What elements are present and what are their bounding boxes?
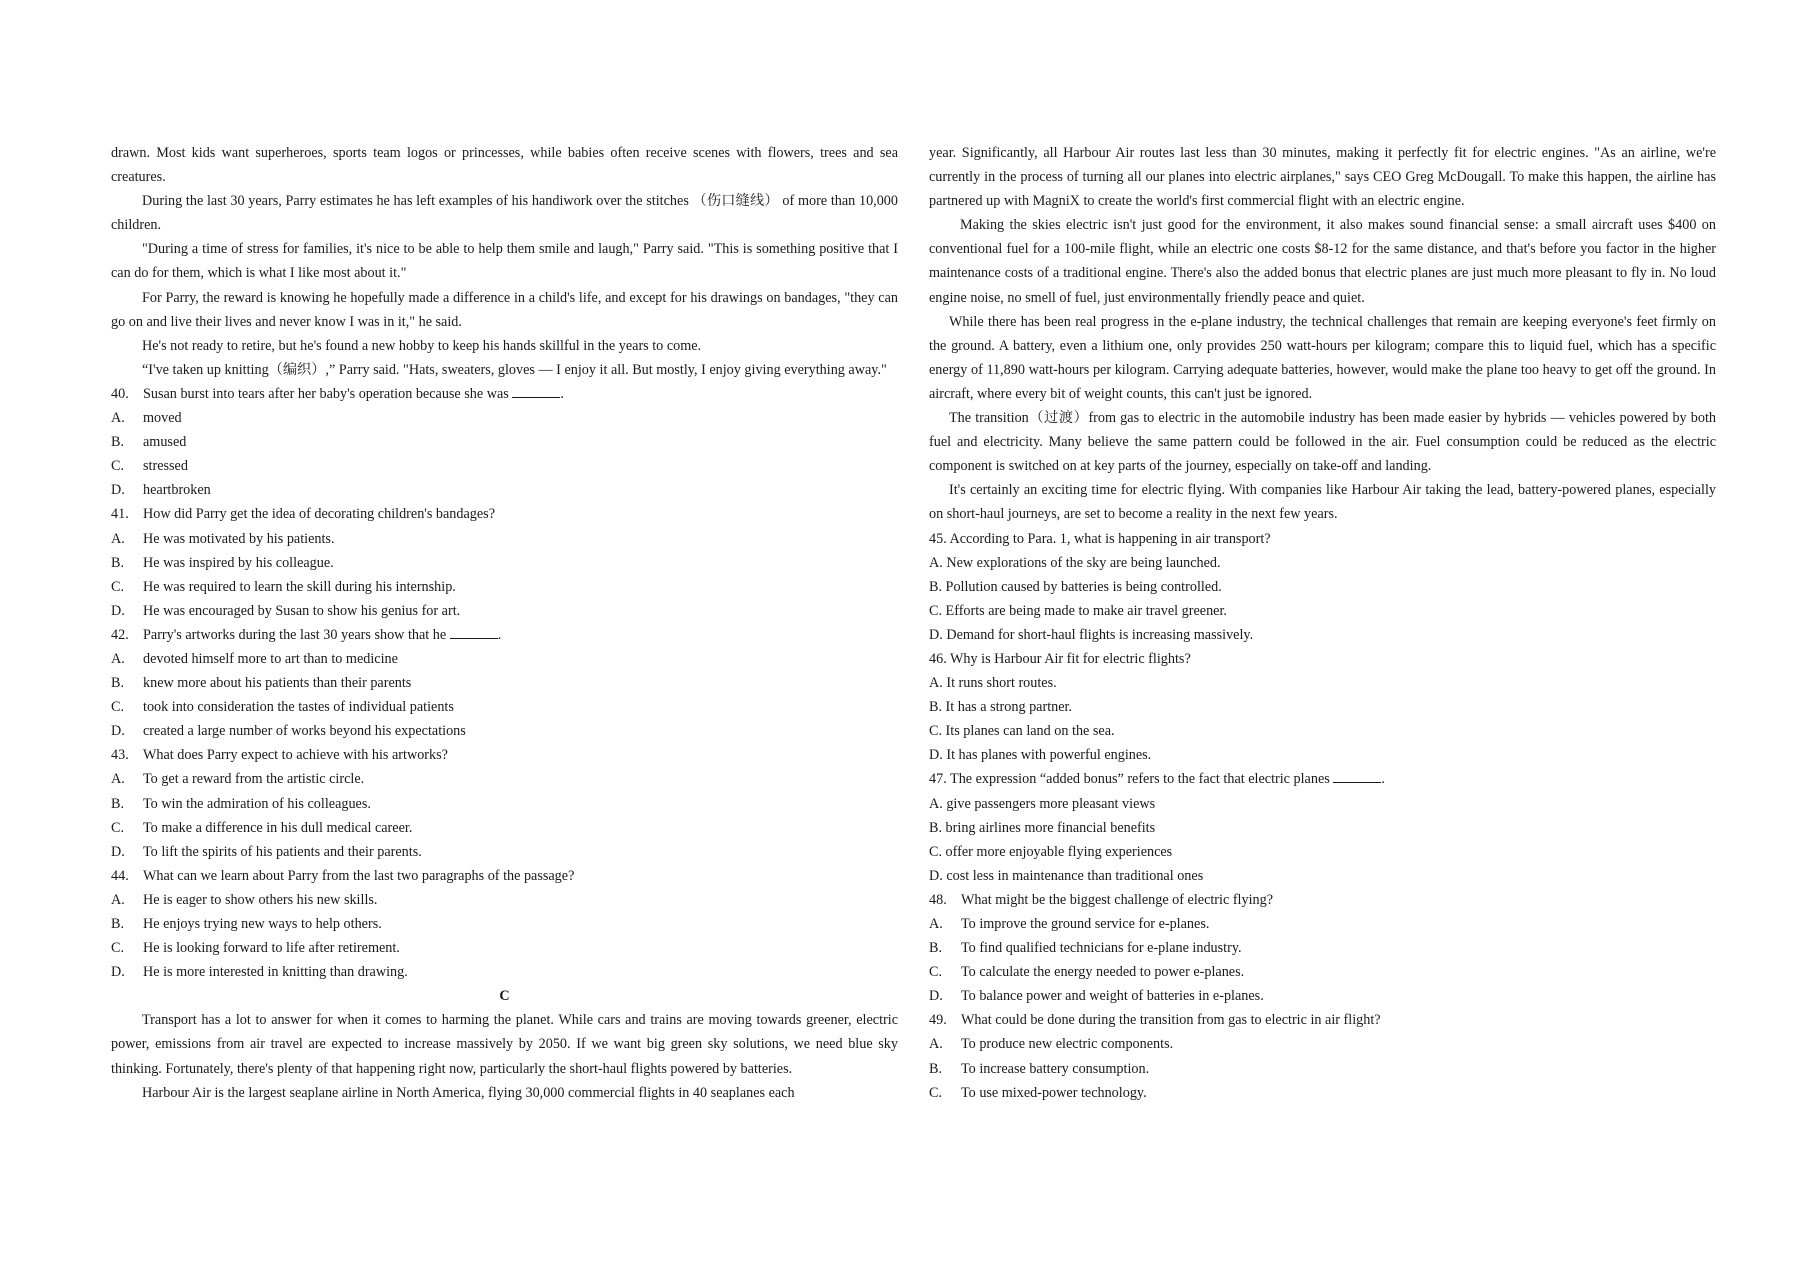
option: C. He is looking forward to life after retirement. bbox=[111, 940, 400, 957]
option: C. Efforts are being made to make air travel greener. bbox=[929, 602, 1227, 619]
right-column bbox=[929, 141, 1716, 1105]
section-heading: C bbox=[499, 988, 510, 1005]
passage-b-para: He's not ready to retire, but he's found a new hobby to keep his hands skillful in the years to come. bbox=[142, 337, 702, 354]
option: D. heartbroken bbox=[111, 482, 211, 499]
option: B. He was inspired by his colleague. bbox=[111, 554, 334, 571]
question-stem: 46. Why is Harbour Air fit for electric flights? bbox=[929, 650, 1191, 667]
passage-c-para: The transition（过渡）from gas to electric in the automobile industry has been made easier by hybrids — vehicles powered by both fuel and electricity. Many believe the same pattern could be followed in the air. Fuel consumption could be reduced as the electric component is switched on at key parts of the journey, especially on take-off and landing. bbox=[929, 410, 1716, 475]
option: A. To produce new electric components. bbox=[929, 1036, 1174, 1053]
question-49 bbox=[929, 1008, 1716, 1104]
option: A. To get a reward from the artistic circle. bbox=[111, 771, 365, 788]
question-number: 49. bbox=[929, 1012, 947, 1029]
question-number: 42. bbox=[111, 626, 129, 643]
passage-b-para: During the last 30 years, Parry estimates he has left examples of his handiwork over the stitches （伤口缝线） of more than 10,000 children. bbox=[111, 193, 898, 234]
question-number: 44. bbox=[111, 867, 129, 884]
passage-c-para: Harbour Air is the largest seaplane airline in North America, flying 30,000 commercial flights in 40 seaplanes each bbox=[142, 1084, 795, 1101]
question-44 bbox=[111, 864, 898, 984]
question-stem: What could be done during the transition from gas to electric in air flight? bbox=[961, 1012, 1381, 1029]
answer-blank bbox=[512, 382, 560, 398]
question-stem: 47. The expression “added bonus” refers to the fact that electric planes bbox=[929, 771, 1330, 788]
option: B. bring airlines more financial benefits bbox=[929, 819, 1156, 836]
option: C. stressed bbox=[111, 458, 188, 475]
option: B. knew more about his patients than their parents bbox=[111, 675, 412, 692]
option: A. To improve the ground service for e-planes. bbox=[929, 916, 1210, 932]
passage-b-para: “I've taken up knitting（编织）,” Parry said. "Hats, sweaters, gloves — I enjoy it all. But mostly, I enjoy giving everything away." bbox=[142, 361, 887, 378]
option: C. To use mixed-power technology. bbox=[929, 1084, 1147, 1101]
answer-blank bbox=[1333, 767, 1381, 783]
option: B. It has a strong partner. bbox=[929, 699, 1073, 716]
question-45 bbox=[929, 527, 1716, 647]
option: D. He is more interested in knitting than drawing. bbox=[111, 964, 408, 981]
passage-c-para: Transport has a lot to answer for when it comes to harming the planet. While cars and trains are moving towards greener, electric power, emissions from air travel are expected to increase massively by 2050. If we want big green sky solutions, we need blue sky thinking. Fortunately, there's plenty of that happening right now, particularly the short-haul flights powered by batteries. bbox=[111, 1012, 898, 1077]
question-47: 47. The expression “added bonus” refers to the fact that electric planes . A. give passengers more pleasant views B. bring airlines more financial benefits C. offer more enjoyable flying experiences D. cost less in maintenance than traditional ones bbox=[929, 767, 1716, 887]
option: D. Demand for short-haul flights is increasing massively. bbox=[929, 626, 1254, 643]
passage-c-para: It's certainly an exciting time for electric flying. With companies like Harbour Air taking the lead, battery-powered planes, especially on short-haul journeys, are set to become a reality in the next few years. bbox=[929, 482, 1716, 523]
passage-b-para: drawn. Most kids want superheroes, sports team logos or princesses, while babies often receive scenes with flowers, trees and sea creatures. bbox=[111, 145, 898, 186]
option: D. To lift the spirits of his patients and their parents. bbox=[111, 843, 422, 860]
question-stem: Parry's artworks during the last 30 years show that he bbox=[143, 626, 447, 643]
option: D. To balance power and weight of batteries in e-planes. bbox=[929, 988, 1264, 1005]
question-stem: 45. According to Para. 1, what is happening in air transport? bbox=[929, 530, 1271, 547]
option: A. moved bbox=[111, 410, 182, 427]
option: A. devoted himself more to art than to medicine bbox=[111, 650, 398, 667]
question-stem: What can we learn about Parry from the last two paragraphs of the passage? bbox=[143, 867, 575, 884]
answer-blank bbox=[450, 623, 498, 639]
option: B. To win the admiration of his colleagues. bbox=[111, 795, 371, 812]
question-stem: How did Parry get the idea of decorating children's bandages? bbox=[143, 506, 495, 523]
question-number: 41. bbox=[111, 506, 129, 523]
option: A. He is eager to show others his new skills. bbox=[111, 891, 378, 908]
option: A. It runs short routes. bbox=[929, 675, 1057, 692]
passage-b-para: "During a time of stress for families, it's nice to be able to help them smile and laugh," Parry said. "This is something positive that I can do for them, which is what I like most about it." bbox=[111, 241, 898, 282]
option: B. Pollution caused by batteries is being controlled. bbox=[929, 578, 1222, 595]
question-41 bbox=[111, 502, 898, 622]
option: C. To make a difference in his dull medical career. bbox=[111, 819, 413, 836]
question-40: 40. Susan burst into tears after her baby's operation because she was . A. moved B. amused C. stressed D. heartbroken bbox=[111, 382, 898, 502]
option: D. It has planes with powerful engines. bbox=[929, 747, 1152, 764]
passage-c-para: Making the skies electric isn't just good for the environment, it also makes sound financial sense: a small aircraft uses $400 on conventional fuel for a 100-mile flight, while an electric one costs $8-12 for the same distance, and that's before you factor in the higher maintenance costs of a traditional engine. There's also the added bonus that electric planes are just much more pleasant to fly in. No loud engine noise, no smell of fuel, just environmentally friendly peace and quiet. bbox=[929, 217, 1716, 306]
left-column bbox=[111, 141, 898, 1105]
option: B. To increase battery consumption. bbox=[929, 1060, 1150, 1077]
option: C. took into consideration the tastes of individual patients bbox=[111, 699, 454, 716]
question-stem: What might be the biggest challenge of electric flying? bbox=[961, 891, 1274, 908]
option: C. offer more enjoyable flying experiences bbox=[929, 843, 1173, 860]
option: C. Its planes can land on the sea. bbox=[929, 723, 1115, 740]
question-43 bbox=[111, 743, 898, 863]
option: D. cost less in maintenance than traditional ones bbox=[929, 867, 1204, 884]
option: B. amused bbox=[111, 434, 187, 451]
passage-b-para: For Parry, the reward is knowing he hopefully made a difference in a child's life, and except for his drawings on bandages, "they can go on and live their lives and never know I was in it," he said. bbox=[111, 289, 898, 330]
option: A. give passengers more pleasant views bbox=[929, 795, 1156, 812]
option: B. He enjoys trying new ways to help others. bbox=[111, 916, 382, 932]
question-number: 48. bbox=[929, 891, 947, 908]
option: D. created a large number of works beyond his expectations bbox=[111, 723, 466, 740]
passage-c-para: year. Significantly, all Harbour Air routes last less than 30 minutes, making it perfectly fit for electric engines. "As an airline, we're currently in the process of turning all our planes into electric airplanes," says CEO Greg McDougall. To make this happen, the airline has partnered up with MagniX to create the world's first commercial flight with an electric engine. bbox=[929, 145, 1716, 210]
question-number: 40. bbox=[111, 385, 129, 402]
question-42: 42. Parry's artworks during the last 30 years show that he . A. devoted himself more to art than to medicine B. knew more about his patients than their parents C. took into consideration the tastes of individual patients D. created a large number of works beyond his expectations bbox=[111, 623, 898, 743]
option: A. New explorations of the sky are being launched. bbox=[929, 554, 1221, 571]
option: B. To find qualified technicians for e-plane industry. bbox=[929, 940, 1242, 957]
option: A. He was motivated by his patients. bbox=[111, 530, 335, 547]
passage-c-para: While there has been real progress in the e-plane industry, the technical challenges that remain are keeping everyone's feet firmly on the ground. A battery, even a lithium one, only provides 250 watt-hours per kilogram; compare this to liquid fuel, which has a specific energy of 11,890 watt-hours per kilogram. Carrying adequate batteries, however, would make the plane too heavy to get off the ground. In aircraft, where every bit of weight counts, this can't just be ignored. bbox=[929, 313, 1716, 402]
question-48 bbox=[929, 888, 1716, 1008]
option: D. He was encouraged by Susan to show his genius for art. bbox=[111, 602, 461, 619]
option: C. He was required to learn the skill during his internship. bbox=[111, 578, 456, 595]
question-stem: Susan burst into tears after her baby's operation because she was bbox=[143, 385, 509, 402]
option: C. To calculate the energy needed to power e-planes. bbox=[929, 964, 1245, 981]
question-number: 43. bbox=[111, 747, 129, 764]
question-46 bbox=[929, 647, 1716, 767]
question-stem: What does Parry expect to achieve with his artworks? bbox=[143, 747, 448, 764]
